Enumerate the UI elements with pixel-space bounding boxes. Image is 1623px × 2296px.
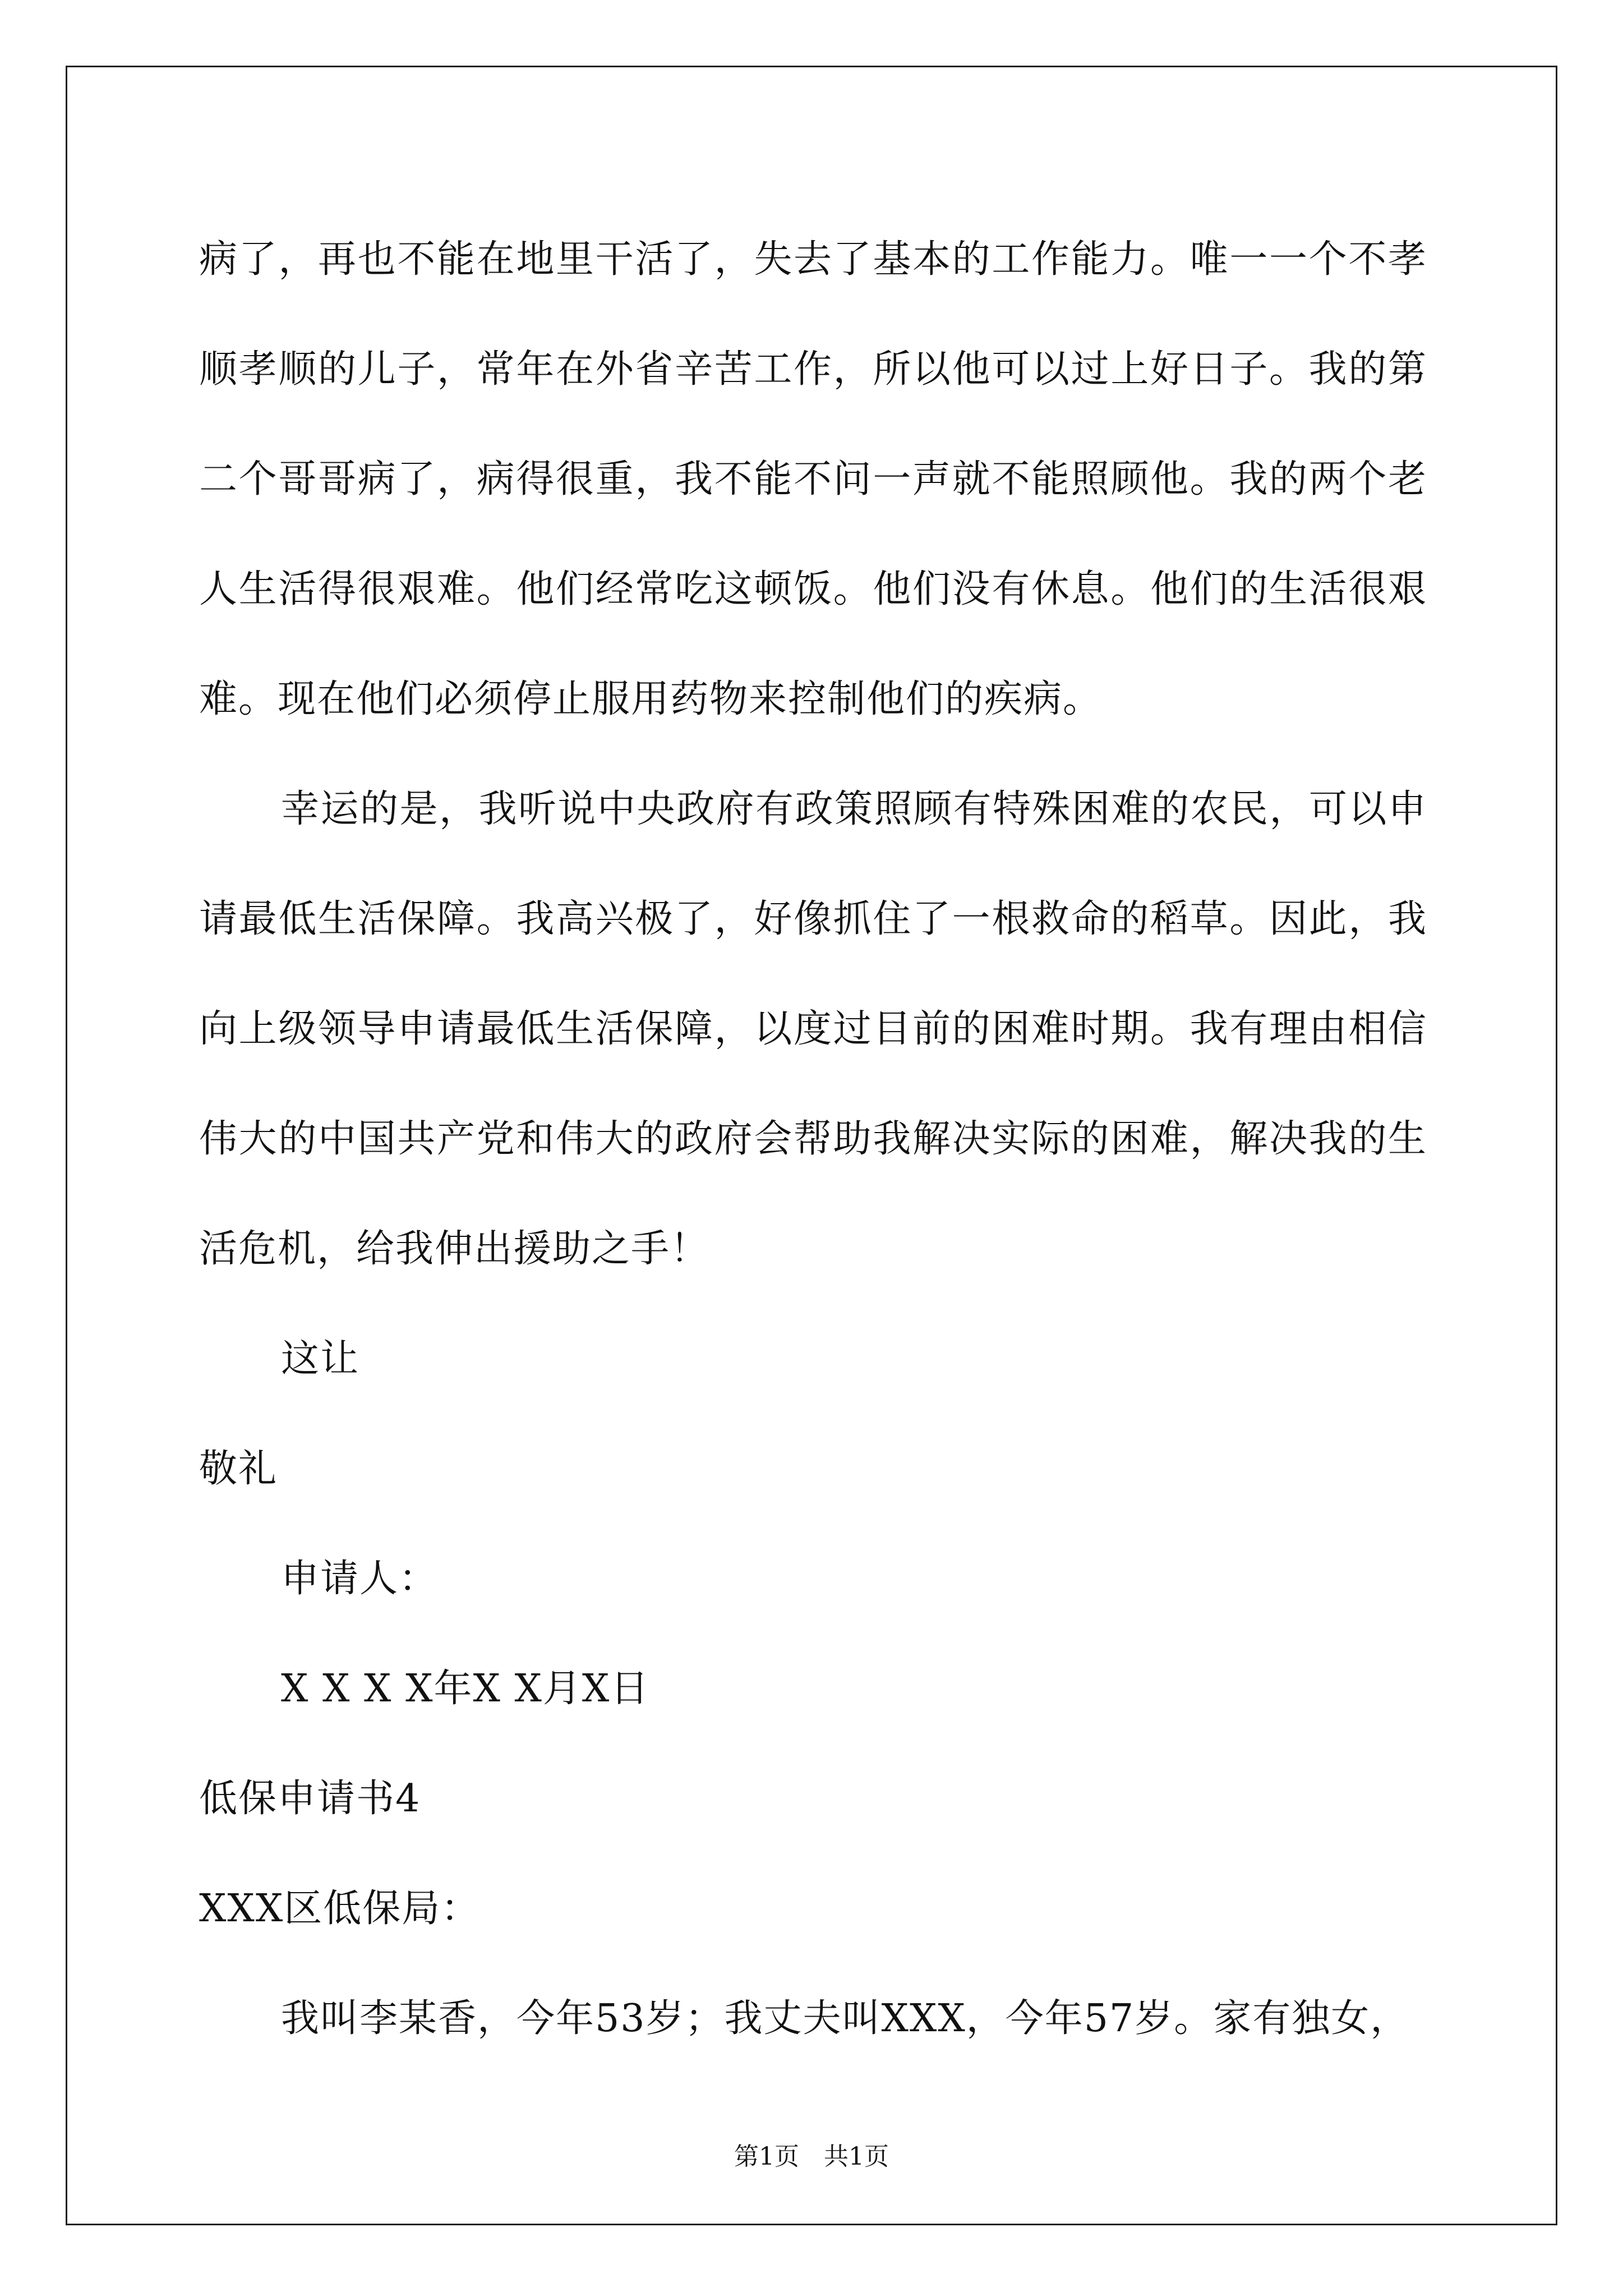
page-footer: 第1页 共1页 (734, 2142, 889, 2171)
applicant-label: 申请人： (281, 1557, 439, 1601)
date-line: X X X X年X X月X日 (281, 1667, 650, 1711)
paragraph-salute: 敬礼 (199, 1447, 278, 1491)
paragraph-closing: 这让 (281, 1337, 360, 1381)
paragraph-request: 幸运的是，我听说中央政府有政策照顾有特殊困难的农民，可以申请最低生活保障。我高兴极了，好像抓住了一根救命的稻草。因此，我向上级领导申请最低生活保障，以度过目前的困难时期。我有理由相信伟大的中国共产党和伟大的政府会帮助我解决实际的困难，解决我的生活危机，给我伸出援助之手！ (199, 787, 1427, 1271)
paragraph-intro: 我叫李某香，今年53岁；我丈夫叫XXX，今年57岁。家有独女， (281, 1996, 1410, 2041)
document-body (199, 205, 1427, 2074)
section-heading: 低保申请书4 (199, 1777, 421, 1821)
addressee-line: XXX区低保局： (199, 1887, 481, 1931)
paragraph-hardship: 病了，再也不能在地里干活了，失去了基本的工作能力。唯一一个不孝顺孝顺的儿子，常年在外省辛苦工作，所以他可以过上好日子。我的第二个哥哥病了，病得很重，我不能不问一声就不能照顾他。我的两个老人生活得很艰难。他们经常吃这顿饭。他们没有休息。他们的生活很艰难。现在他们必须停止服用药物来控制他们的疾病。 (199, 237, 1427, 721)
